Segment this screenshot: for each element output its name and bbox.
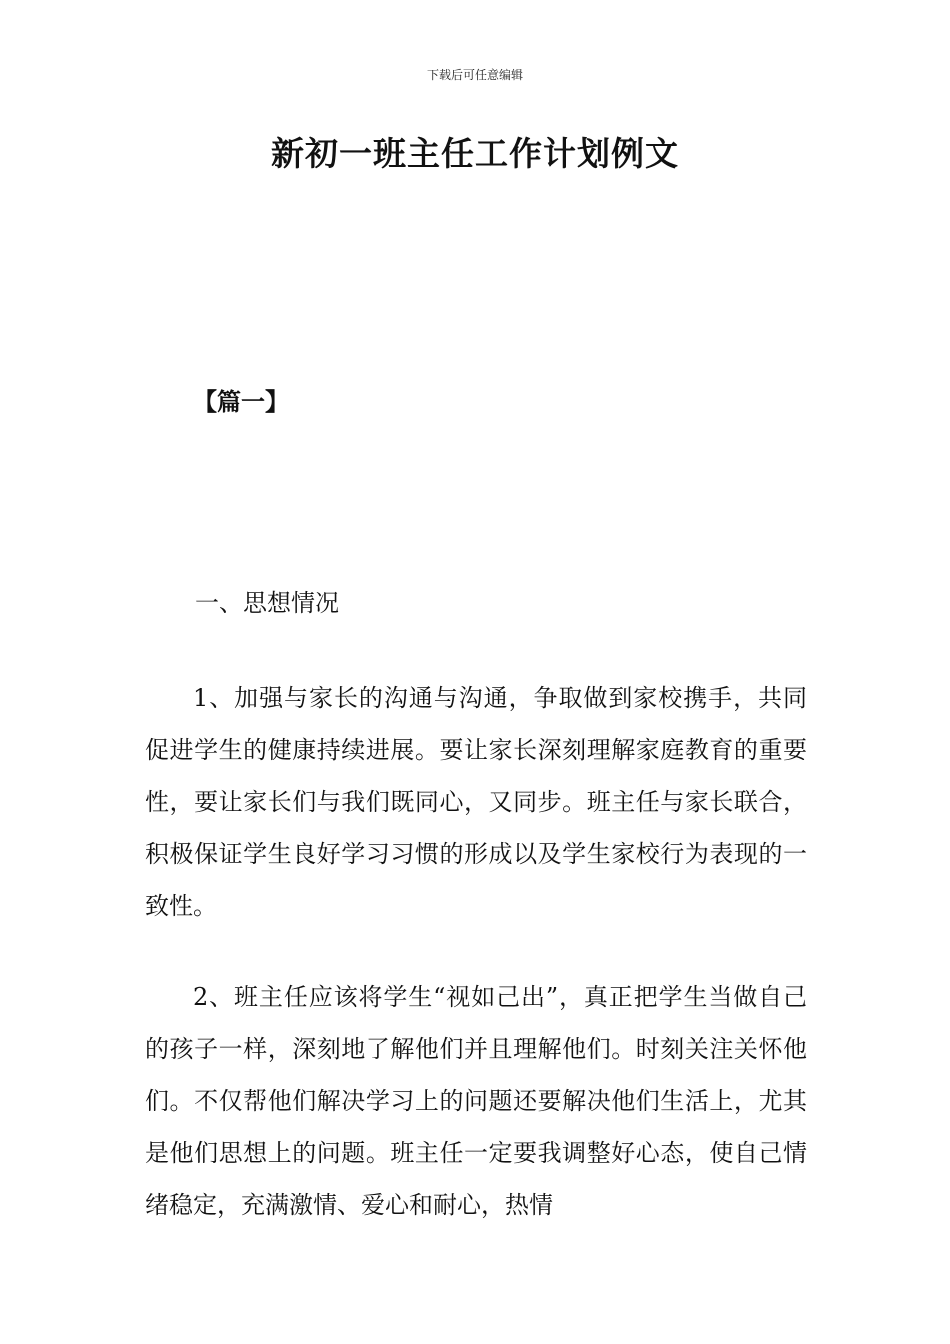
section-heading: 一、思想情况 <box>195 589 339 617</box>
paragraph-1: 1、加强与家长的沟通与沟通，争取做到家校携手，共同促进学生的健康持续进展。要让家长深刻理解家庭教育的重要性，要让家长们与我们既同心，又同步。班主任与家长联合，积极保证学生良好学习习惯的形成以及学生家校行为表现的一致性。 <box>145 684 807 920</box>
paragraph-2: 2、班主任应该将学生“视如己出”，真正把学生当做自己的孩子一样，深刻地了解他们并且理解他们。时刻关注关怀他们。不仅帮他们解决学习上的问题还要解决他们生活上，尤其是他们思想上的问题。班主任一定要我调整好心态，使自己情绪稳定，充满激情、爱心和耐心，热情 <box>145 983 807 1219</box>
header-note: 下载后可任意编辑 <box>426 68 523 82</box>
section-label: 【篇一】 <box>193 388 289 416</box>
document-title: 新初一班主任工作计划例文 <box>271 134 679 173</box>
